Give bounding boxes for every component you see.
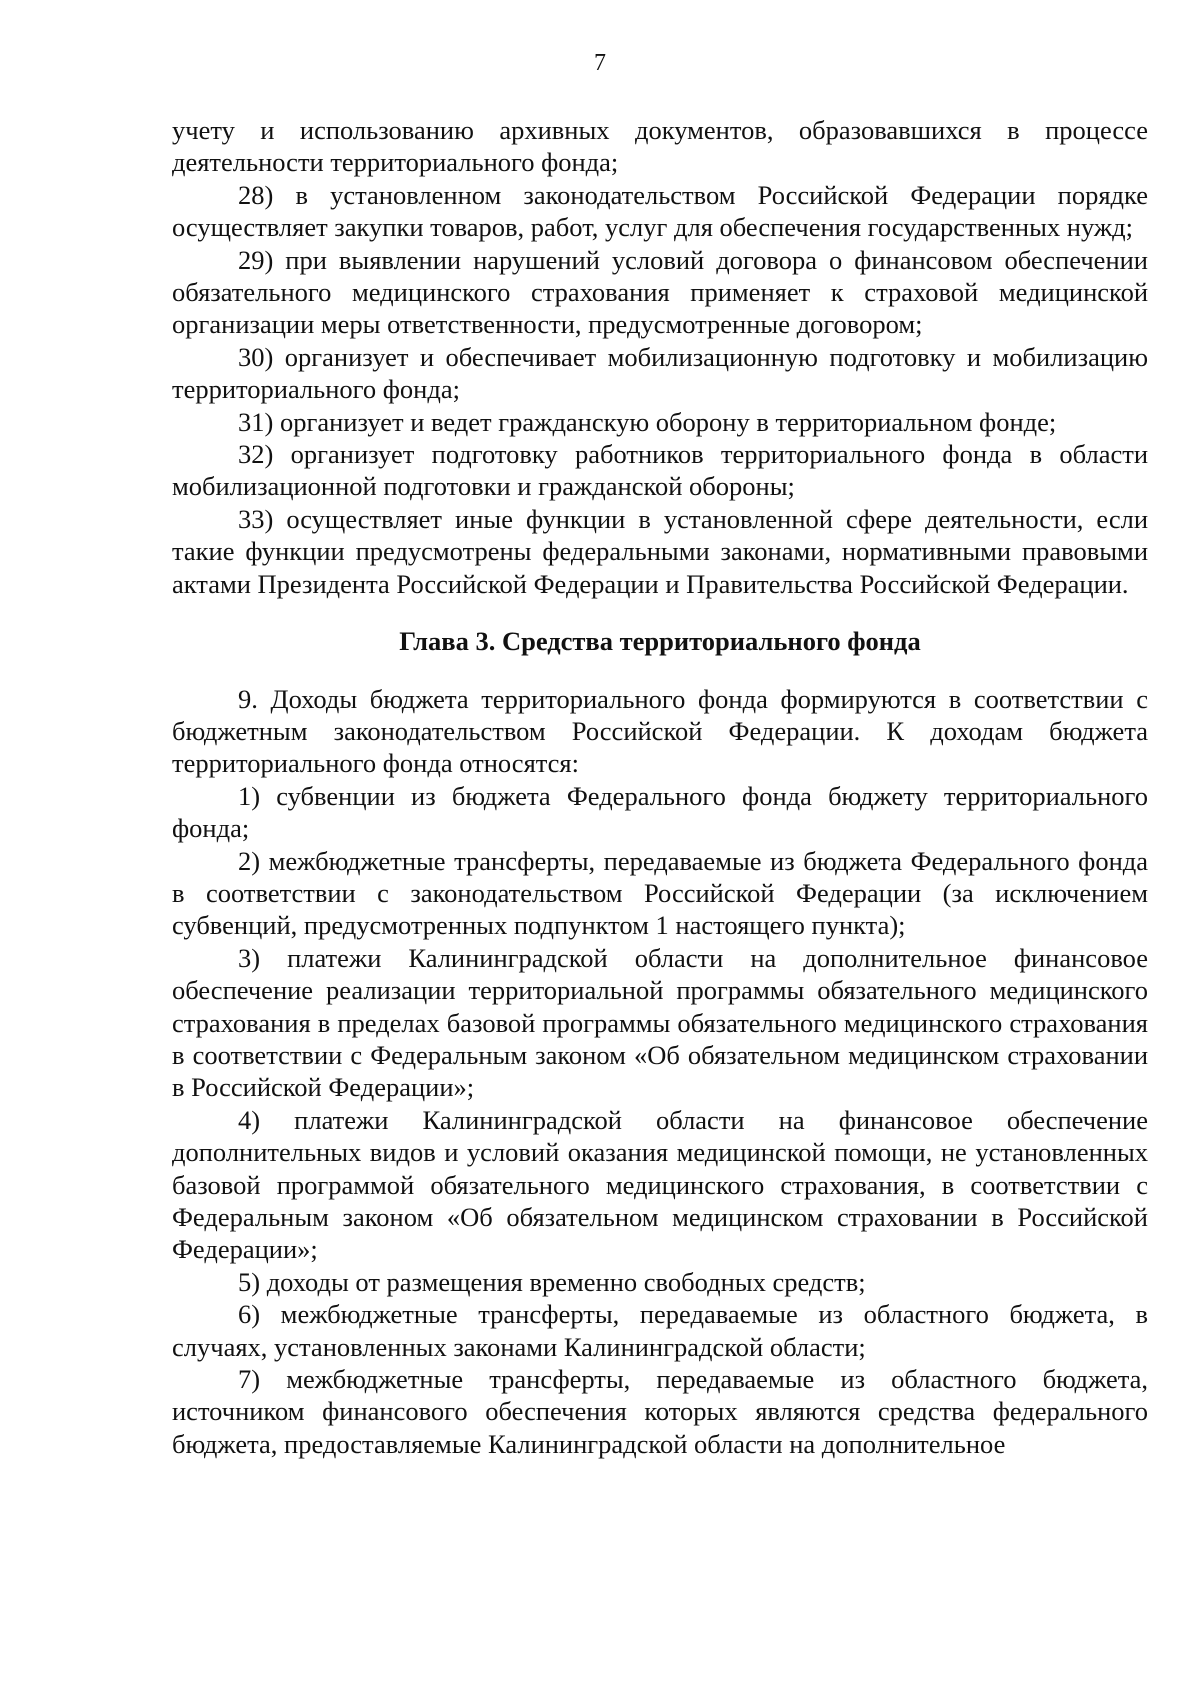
paragraph: 28) в установленном законодательством Российской Федерации порядке осуществляет закупки товаров, работ, услуг для обеспечения государственных нужд;	[172, 179, 1148, 243]
paragraph: 33) осуществляет иные функции в установленной сфере деятельности, если такие функции предусмотрены федеральными законами, нормативными правовыми актами Президента Российской Федерации и Правительства Российской Федерации.	[172, 503, 1148, 599]
paragraphs-bottom	[172, 683, 1148, 1461]
paragraph: учету и использованию архивных документов, образовавшихся в процессе деятельности территориального фонда;	[172, 115, 1148, 178]
page-number: 7	[594, 50, 606, 76]
paragraph: 31) организует и ведет гражданскую оборону в территориальном фонде;	[238, 406, 1057, 437]
paragraph: 29) при выявлении нарушений условий договора о финансовом обеспечении обязательного медицинского страхования применяет к страховой медицинской организации меры ответственности, предусмотренные договором;	[172, 244, 1148, 340]
chapter-heading: Глава 3. Средства территориального фонда	[399, 626, 921, 657]
paragraph: 6) межбюджетные трансферты, передаваемые из областного бюджета, в случаях, установленных законами Калининградской области;	[172, 1299, 1148, 1362]
paragraph: 4) платежи Калининградской области на финансовое обеспечение дополнительных видов и условий оказания медицинской помощи, не установленных базовой программой обязательного медицинского страхования, в соответствии с Федеральным законом «Об обязательном медицинском страховании в Российской Федерации»;	[172, 1104, 1148, 1265]
paragraph: 2) межбюджетные трансферты, передаваемые из бюджета Федерального фонда в соответствии с законодательством Российской Федерации (за исключением субвенций, предусмотренных подпунктом 1 настоящего пункта);	[172, 845, 1148, 941]
paragraph: 1) субвенции из бюджета Федерального фонда бюджету территориального фонда;	[172, 780, 1148, 844]
paragraph: 7) межбюджетные трансферты, передаваемые из областного бюджета, источником финансового обеспечения которых являются средства федерального бюджета, предоставляемые Калининградской области на дополнительное	[172, 1364, 1148, 1459]
paragraphs-top	[172, 114, 1148, 600]
paragraph: 30) организует и обеспечивает мобилизационную подготовку и мобилизацию территориального фонда;	[172, 341, 1148, 405]
paragraph: 9. Доходы бюджета территориального фонда формируются в соответствии с бюджетным законодательством Российской Федерации. К доходам бюджета территориального фонда относятся:	[172, 683, 1148, 779]
document-body	[172, 114, 1148, 1460]
paragraph: 32) организует подготовку работников территориального фонда в области мобилизационной подготовки и гражданской обороны;	[172, 439, 1148, 502]
paragraph: 3) платежи Калининградской области на дополнительное финансовое обеспечение реализации территориальной программы обязательного медицинского страхования в пределах базовой программы обязательного медицинского страхования в соответствии с Федеральным законом «Об обязательном медицинском страховании в Российской Федерации»;	[172, 942, 1148, 1103]
paragraph: 5) доходы от размещения временно свободных средств;	[238, 1266, 866, 1297]
